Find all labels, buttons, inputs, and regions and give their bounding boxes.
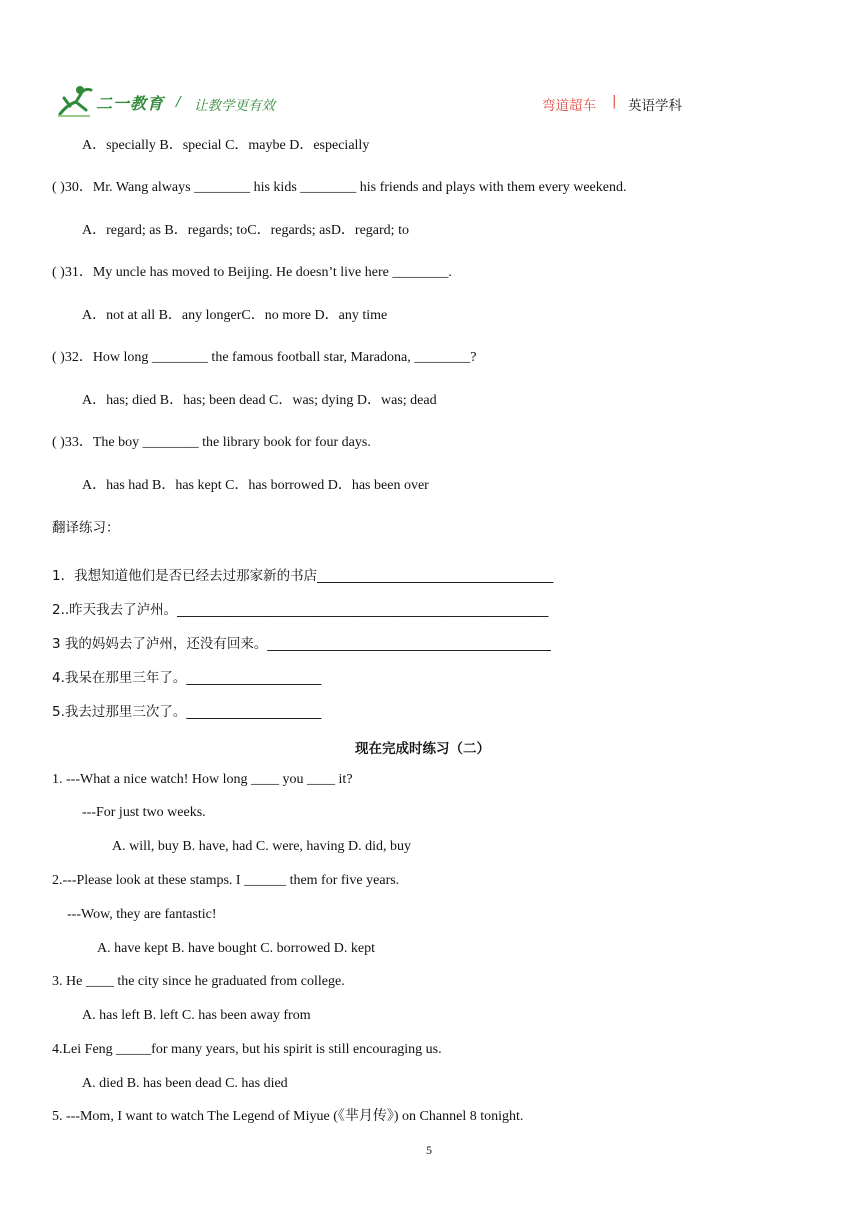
section-title: 现在完成时练习（二） bbox=[355, 741, 490, 757]
part2-q1-question: 1. ---What a nice watch! How long ____ you ____ it? bbox=[52, 772, 353, 787]
brand-slogan: 让教学更有效 bbox=[194, 98, 275, 114]
running-man-logo-icon bbox=[56, 84, 94, 118]
translation-item-1: 1．我想知道他们是否已经去过那家新的书店___________________________________ bbox=[52, 568, 554, 584]
translation-item-5: 5.我去过那里三次了。____________________ bbox=[52, 704, 322, 720]
header-subject: 英语学科 bbox=[628, 98, 682, 114]
part2-q1-options: A. will, buy B. have, had C. were, having D. did, buy bbox=[112, 839, 412, 854]
part2-q4-options: A. died B. has been dead C. has died bbox=[82, 1076, 288, 1091]
q31-options: A．not at all B．any longerC．no more D．any time bbox=[82, 308, 388, 323]
q30-options: A．regard; as B．regards; toC．regards; asD．regard; to bbox=[82, 223, 409, 238]
page-number: 5 bbox=[426, 1143, 432, 1157]
translation-item-4: 4.我呆在那里三年了。____________________ bbox=[52, 670, 322, 686]
translation-item-2: 2..昨天我去了泸州。_______________________________________________________ bbox=[52, 602, 549, 618]
q32-options: A．has; died B．has; been dead C．was; dying D．was; dead bbox=[82, 393, 437, 408]
part2-q4-question: 4.Lei Feng _____for many years, but his spirit is still encouraging us. bbox=[52, 1042, 442, 1057]
q31-question: ( )31．My uncle has moved to Beijing. He doesn’t live here ________. bbox=[52, 265, 452, 280]
q33-question: ( )33．The boy ________ the library book for four days. bbox=[52, 435, 371, 450]
part2-q3-options: A. has left B. left C. has been away from bbox=[82, 1008, 311, 1023]
q32-question: ( )32．How long ________ the famous football star, Maradona, ________? bbox=[52, 350, 477, 365]
part2-q5-question: 5. ---Mom, I want to watch The Legend of Miyue (《芈月传》) on Channel 8 tonight. bbox=[52, 1109, 524, 1124]
part2-q1-answer: ---For just two weeks. bbox=[82, 805, 206, 820]
part2-q2-options: A. have kept B. have bought C. borrowed D. kept bbox=[97, 941, 375, 956]
translation-heading: 翻译练习： bbox=[52, 520, 120, 536]
header-divider: / bbox=[176, 94, 181, 110]
brand-name: 二一教育 bbox=[96, 94, 165, 113]
q30-question: ( )30．Mr. Wang always ________ his kids ________ his friends and plays with them every weekend. bbox=[52, 180, 627, 195]
header-tagline: 弯道超车 bbox=[542, 98, 596, 114]
q29-options: A．specially B．special C．maybe D．especially bbox=[82, 138, 370, 153]
translation-item-3: 3 我的妈妈去了泸州，还没有回来。__________________________________________ bbox=[52, 636, 551, 652]
header-separator: | bbox=[612, 93, 617, 109]
part2-q2-question: 2.---Please look at these stamps. I ______ them for five years. bbox=[52, 873, 400, 888]
part2-q2-answer: ---Wow, they are fantastic! bbox=[67, 907, 217, 922]
part2-q3-question: 3. He ____ the city since he graduated from college. bbox=[52, 974, 345, 989]
q33-options: A．has had B．has kept C．has borrowed D．has been over bbox=[82, 478, 429, 493]
